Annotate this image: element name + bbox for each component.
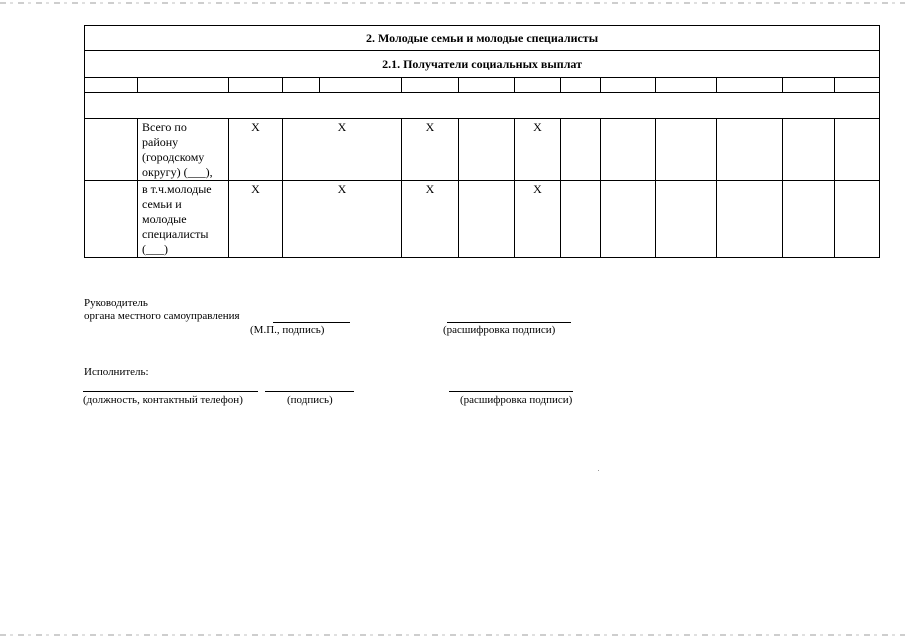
head-sign-caption: (М.П., подпись) — [250, 324, 325, 336]
header-cell — [717, 78, 783, 93]
social-payments-table — [84, 25, 880, 258]
header-cell — [138, 78, 229, 93]
header-cell — [283, 78, 320, 93]
header-cell — [656, 78, 717, 93]
head-title: Руководитель — [84, 297, 148, 309]
header-cell — [783, 78, 835, 93]
header-cell — [515, 78, 561, 93]
table-cell — [783, 181, 835, 258]
column-header-row — [85, 78, 880, 93]
executor-sign-caption: (подпись) — [287, 394, 333, 406]
executor-signature-line — [265, 391, 354, 392]
table-cell — [561, 119, 601, 181]
table-cell — [85, 181, 138, 258]
table-cell — [656, 181, 717, 258]
x-mark: Х — [402, 181, 459, 258]
head-decode-caption: (расшифровка подписи) — [443, 324, 556, 336]
x-mark: Х — [229, 181, 283, 258]
head-decode-line — [447, 322, 571, 323]
table-row-included — [85, 181, 880, 258]
executor-title: Исполнитель: — [84, 366, 149, 378]
table-cell — [601, 181, 656, 258]
table-row-total — [85, 119, 880, 181]
table-cell — [459, 181, 515, 258]
x-mark: Х — [515, 119, 561, 181]
table-cell — [835, 181, 880, 258]
scan-edge-bottom — [0, 634, 905, 636]
table-cell — [783, 119, 835, 181]
table-cell — [835, 119, 880, 181]
head-signature-line — [273, 322, 350, 323]
row-label-total: Всего по району (городскому округу) (___), — [138, 119, 229, 181]
header-cell — [402, 78, 459, 93]
x-mark: Х — [229, 119, 283, 181]
header-cell — [835, 78, 880, 93]
section-title: 2. Молодые семьи и молодые специалисты — [85, 26, 880, 51]
row-label-included: в т.ч.молодые семьи и молодые специалисты (___) — [138, 181, 229, 258]
table-cell — [561, 181, 601, 258]
scan-edge-top — [0, 2, 905, 4]
x-mark: Х — [402, 119, 459, 181]
header-cell — [229, 78, 283, 93]
table-cell — [656, 119, 717, 181]
header-cell — [459, 78, 515, 93]
scan-speck — [598, 470, 599, 471]
table-cell — [717, 119, 783, 181]
x-mark: Х — [283, 119, 402, 181]
table-cell — [459, 119, 515, 181]
header-cell — [561, 78, 601, 93]
executor-decode-line — [449, 391, 573, 392]
subsection-title: 2.1. Получатели социальных выплат — [85, 51, 880, 78]
header-cell — [85, 78, 138, 93]
x-mark: Х — [283, 181, 402, 258]
table-cell — [85, 119, 138, 181]
executor-position-caption: (должность, контактный телефон) — [83, 394, 243, 406]
table-cell — [601, 119, 656, 181]
executor-decode-caption: (расшифровка подписи) — [460, 394, 573, 406]
header-cell — [601, 78, 656, 93]
x-mark: Х — [515, 181, 561, 258]
empty-row — [85, 93, 880, 119]
table-cell — [717, 181, 783, 258]
header-cell — [320, 78, 402, 93]
head-org-label: органа местного самоуправления — [84, 310, 240, 322]
executor-position-line — [83, 391, 258, 392]
